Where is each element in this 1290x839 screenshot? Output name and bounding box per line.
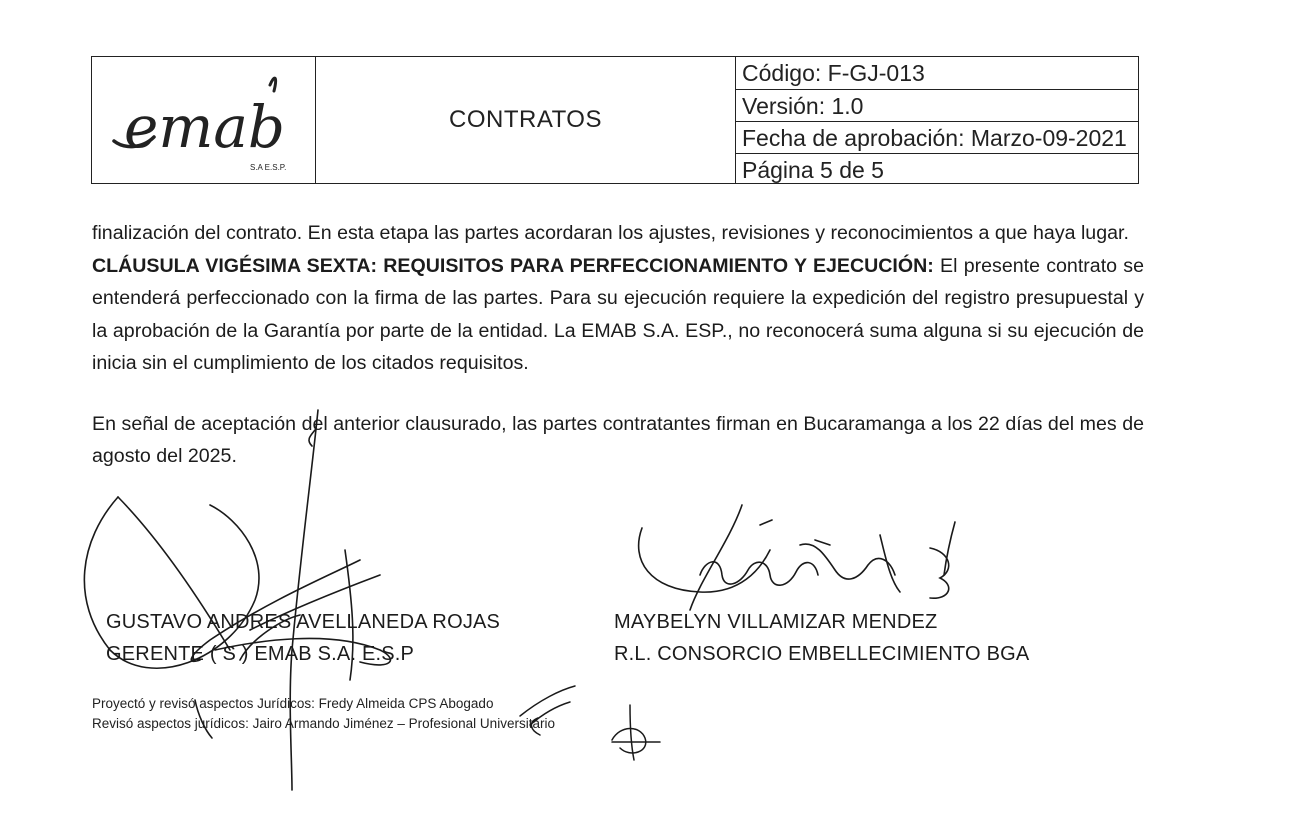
clause-text: El presente contrato se entenderá perfeccionado con la firma de las partes. Para su ejecución requiere la expedición del registro presupuestal y la aprobación de la Garantía por parte de la entidad. La EMAB S.A. ESP., no reconocerá suma alguna si su ejecución de inicia sin el cumplimiento de los citados requisitos. [92, 254, 1144, 374]
emab-logo [102, 67, 302, 175]
signer-right-role: R.L. CONSORCIO EMBELLECIMIENTO BGA [614, 643, 1030, 665]
document-title: CONTRATOS [316, 57, 736, 183]
signer-left-role: GERENTE ( S ) EMAB S.A. E.S.P [106, 643, 415, 665]
document-body [92, 217, 1144, 473]
review-line-2: Revisó aspectos jurídicos: Jairo Armando Jiménez – Profesional Universitario [92, 716, 555, 731]
signature-right-scribble [639, 505, 955, 610]
clause-twenty-six [92, 250, 1144, 380]
signer-left-name: GUSTAVO ANDRES AVELLANEDA ROJAS [106, 611, 501, 633]
signer-right-name: MAYBELYN VILLAMIZAR MENDEZ [614, 611, 938, 633]
document-header-table [91, 56, 1139, 184]
approval-date: Fecha de aprobación: Marzo-09-2021 [736, 121, 1138, 153]
paragraph-acceptance: En señal de aceptación del anterior clausurado, las partes contratantes firman en Bucaramanga a los 22 días del mes de agosto del 2025. [92, 412, 1144, 467]
review-notes [92, 694, 555, 734]
signature-block-left [106, 606, 500, 670]
review-line-1: Proyectó y revisó aspectos Jurídicos: Fredy Almeida CPS Abogado [92, 696, 494, 711]
logo-cell [92, 57, 316, 183]
logo-wordmark: emab [124, 93, 286, 161]
signature-block-right [614, 606, 1029, 670]
clause-title: CLÁUSULA VIGÉSIMA SEXTA: REQUISITOS PARA PERFECCIONAMIENTO Y EJECUCIÓN: [92, 254, 934, 277]
document-version: Versión: 1.0 [736, 89, 1138, 121]
document-meta [736, 57, 1138, 183]
page-number: Página 5 de 5 [736, 153, 1138, 185]
paragraph-contract-end: finalización del contrato. En esta etapa las partes acordaran los ajustes, revisiones y reconocimientos a que haya lugar. [92, 222, 1129, 244]
logo-subtext: S.A E.S.P. [250, 163, 287, 172]
paragraph-spacer [92, 380, 1144, 408]
document-code: Código: F-GJ-013 [742, 60, 925, 86]
